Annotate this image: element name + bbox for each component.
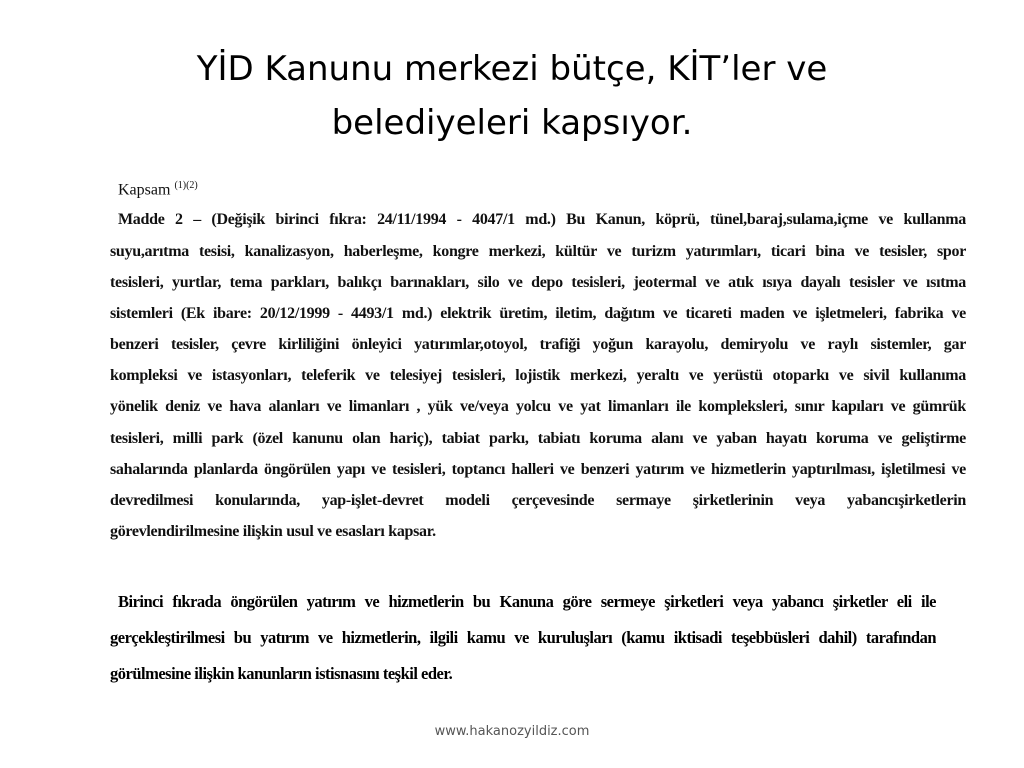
text-line: gerçekleştirilmesi bu yatırım ve hizmetlerin, ilgili kamu ve kuruluşları (kamu iktisadi teşebbüsleri dahil) tarafından bbox=[110, 628, 936, 647]
text-line: sahalarında planlarda öngörülen yapı ve tesisleri, toptancı halleri ve benzeri yatırım ve hizmetlerin yaptırılması, işletilmesi ve bbox=[110, 460, 966, 478]
text-line: sistemleri (Ek ibare: 20/12/1999 - 4493/1 md.) elektrik üretim, iletim, dağıtım ve ticareti maden ve işletmeleri, fabrika ve bbox=[110, 304, 966, 322]
section-heading bbox=[118, 176, 966, 200]
text-line: görülmesine ilişkin kanunların istisnasını teşkil eder. bbox=[110, 664, 453, 683]
text-line: tesisleri, milli park (özel kanunu olan hariç), tabiat parkı, tabiatı koruma alanı ve yaban hayatı koruma ve geliştirme bbox=[110, 429, 966, 447]
section-heading-text: Kapsam bbox=[118, 181, 171, 199]
text-line: devredilmesi konularında, yap-işlet-devret modeli çerçevesinde sermaye şirketlerinin veya yabancışirketlerin bbox=[110, 492, 966, 510]
text-line: benzeri tesisler, çevre kirliliğini önleyici yatırımlar,otoyol, trafiği yoğun karayolu, demiryolu ve raylı sistemler, gar bbox=[110, 336, 966, 354]
footer-url: www.hakanozyildiz.com bbox=[434, 724, 590, 739]
text-line: Madde 2 – (Değişik birinci fıkra: 24/11/1994 - 4047/1 md.) Bu Kanun, köprü, tünel,baraj,sulama,içme ve kullanma bbox=[118, 211, 966, 229]
text-line: görevlendirilmesine ilişkin usul ve esasları kapsar. bbox=[110, 523, 436, 541]
text-line: tesisleri, yurtlar, tema parkları, balıkçı barınakları, silo ve depo tesisleri, jeotermal ve atık ısıya dayalı tesisler ve ısıtma bbox=[110, 273, 966, 291]
text-line: Birinci fıkrada öngörülen yatırım ve hizmetlerin bu Kanuna göre sermeye şirketleri veya yabancı şirketler eli ile bbox=[118, 592, 936, 611]
slide-title-line-2: belediyeleri kapsıyor. bbox=[331, 103, 693, 143]
slide-title bbox=[100, 42, 924, 150]
text-line: yönelik deniz ve hava alanları ve limanları , yük ve/veya yolcu ve yat limanları ile kompleksleri, sınır kapıları ve gümrük bbox=[110, 398, 966, 416]
paragraph-2 bbox=[110, 584, 936, 692]
slide-title-line-1: YİD Kanunu merkezi bütçe, KİT’ler ve bbox=[196, 49, 828, 89]
text-line: suyu,arıtma tesisi, kanalizasyon, haberleşme, kongre merkezi, kültür ve turizm yatırımları, ticari bina ve tesisler, spor bbox=[110, 242, 966, 260]
scanned-law-excerpt bbox=[110, 176, 966, 547]
text-line: kompleksi ve istasyonları, teleferik ve telesiyej tesisleri, lojistik merkezi, yeraltı ve yerüstü otoparkı ve sivil kullanıma bbox=[110, 367, 966, 385]
section-heading-footnote-refs: (1)(2) bbox=[174, 180, 198, 191]
paragraph-1 bbox=[110, 204, 966, 547]
